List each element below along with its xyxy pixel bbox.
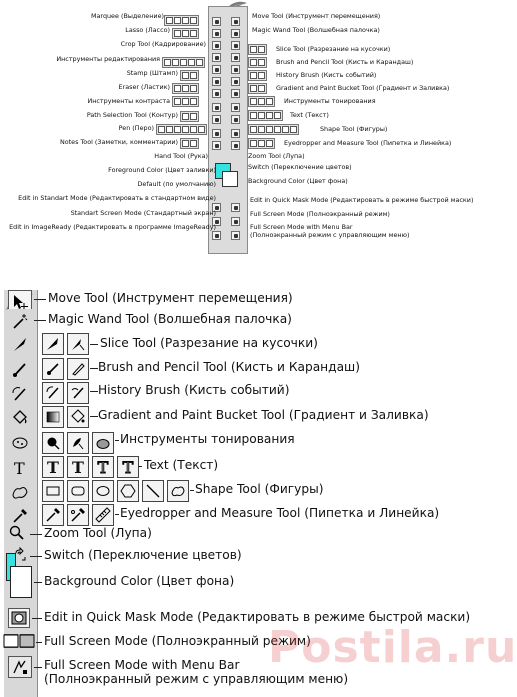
label-path-selection: Path Selection Tool (Контур) <box>86 111 178 119</box>
full-screen-mode-button[interactable] <box>20 634 34 648</box>
shape-tool-row <box>42 480 189 502</box>
ellipse-shape-icon[interactable] <box>92 480 114 502</box>
label-full-screen-menu-sub: (Полноэкранный режим с управляющим меню) <box>250 231 410 239</box>
connector-quick-mask <box>32 618 42 619</box>
connector-history <box>90 391 98 392</box>
marquee-flyout <box>164 15 199 26</box>
detail-label-background: Background Color (Цвет фона) <box>44 574 235 588</box>
label-retouch-tools: Инструменты редактирования <box>56 55 160 63</box>
paint-bucket-sub-icon[interactable] <box>67 406 89 428</box>
type-tool-button[interactable] <box>8 456 32 480</box>
detail-label-slice: Slice Tool (Разрезание на кусочки) <box>100 336 318 350</box>
slice-select-icon[interactable] <box>67 333 89 355</box>
label-quick-mask: Edit in Quick Mask Mode (Редактировать в режиме быстрой маски) <box>250 196 474 204</box>
connector-text <box>138 466 142 467</box>
blur-flyout <box>172 96 199 107</box>
label-full-screen: Full Screen Mode (Полноэкранный режим) <box>250 210 390 218</box>
detail-label-full-screen: Full Screen Mode (Полноэкранный режим) <box>44 634 311 648</box>
brush-icon <box>11 361 29 379</box>
slice-tool-row <box>42 333 89 355</box>
burn-icon[interactable] <box>67 432 89 454</box>
label-brush-pencil: Brush and Pencil Tool (Кисть и Карандаш) <box>276 58 414 66</box>
label-imageready: Edit in ImageReady (Редактировать в программе ImageReady) <box>9 223 216 231</box>
label-notes: Notes Tool (Заметки, комментарии) <box>59 138 178 146</box>
history-brush-row <box>42 382 89 404</box>
connector-brush <box>90 368 98 369</box>
quick-mask-button[interactable] <box>8 608 30 628</box>
type-flyout <box>248 110 283 121</box>
label-background: Background Color (Цвет фона) <box>248 177 348 185</box>
history-brush-icon <box>11 385 29 403</box>
full-screen-icon <box>18 632 36 650</box>
label-toning-tools: Инструменты тонирования <box>284 97 376 105</box>
gradient-icon[interactable] <box>231 77 240 86</box>
detail-label-history: History Brush (Кисть событий) <box>98 383 290 397</box>
art-history-brush-icon[interactable] <box>67 382 89 404</box>
history-brush-tool-button[interactable] <box>8 382 32 406</box>
standard-screen-mode-button[interactable] <box>4 634 18 648</box>
slice-knife-icon <box>11 335 29 353</box>
connector-zoom <box>30 534 42 535</box>
toolbox-overview-diagram <box>0 0 474 290</box>
label-switch: Switch (Переключение цветов) <box>248 163 352 171</box>
label-text: Text (Текст) <box>290 111 329 119</box>
slice-icon[interactable] <box>231 41 240 50</box>
zoom-tool-button[interactable] <box>8 525 26 541</box>
history-brush-icon[interactable] <box>231 65 240 74</box>
detail-label-switch: Switch (Переключение цветов) <box>44 548 242 562</box>
lasso-flyout <box>172 28 199 39</box>
eyedropper-sub-icon[interactable] <box>42 504 64 526</box>
label-standard-screen: Standart Screen Mode (Стандартный экран) <box>70 209 216 217</box>
gradient-flyout <box>248 83 267 94</box>
crop-icon[interactable] <box>212 41 221 50</box>
label-shape: Shape Tool (Фигуры) <box>320 125 388 133</box>
blur-icon[interactable] <box>212 89 221 98</box>
connector-switch <box>30 556 42 557</box>
shape-flyout <box>248 124 299 135</box>
detail-label-full-screen-menu-sub: (Полноэкранный режим с управляющим меню) <box>44 672 349 686</box>
connector-slice <box>90 344 98 345</box>
custom-shape-icon <box>11 483 29 501</box>
pencil-icon[interactable] <box>67 358 89 380</box>
history-flyout <box>248 70 267 81</box>
shape-icon[interactable] <box>231 115 240 124</box>
magic-wand-tool-button[interactable] <box>8 309 32 333</box>
eyedropper-flyout <box>248 138 275 149</box>
full-screen-icon[interactable] <box>231 217 240 226</box>
brush-tool-row <box>42 358 89 380</box>
paint-bucket-tool-button[interactable] <box>8 406 32 430</box>
detail-label-text: Text (Текст) <box>144 458 219 472</box>
connector-full-screen <box>36 642 42 643</box>
quick-mask-icon[interactable] <box>231 203 240 212</box>
detail-label-eyedropper: Eyedropper and Measure Tool (Пипетка и Линейка) <box>120 506 440 520</box>
move-icon[interactable] <box>231 17 240 26</box>
label-stamp: Stamp (Штамп) <box>126 69 178 77</box>
eyedropper-icon[interactable] <box>231 129 240 138</box>
slice-tool-button[interactable] <box>8 332 32 356</box>
connector-magic-wand <box>34 320 46 321</box>
swap-colors-icon[interactable] <box>14 548 28 562</box>
zoom-icon[interactable] <box>231 141 240 150</box>
horizontal-type-mask-icon[interactable]: T <box>92 456 114 478</box>
label-gradient: Gradient and Paint Bucket Tool (Градиент и Заливка) <box>276 84 450 92</box>
paintbrush-icon[interactable] <box>42 358 64 380</box>
measure-ruler-icon[interactable] <box>92 504 114 526</box>
toning-tool-row <box>42 432 114 454</box>
detail-label-move: Move Tool (Инструмент перемещения) <box>48 291 293 305</box>
marquee-icon[interactable] <box>212 17 221 26</box>
brush-icon[interactable] <box>231 53 240 62</box>
brush-flyout <box>248 57 267 68</box>
horizontal-type-icon[interactable]: T <box>42 456 64 478</box>
rectangle-shape-icon[interactable] <box>42 480 64 502</box>
connector-toning <box>115 440 119 441</box>
detail-label-shape: Shape Tool (Фигуры) <box>195 482 324 496</box>
paint-bucket-icon <box>11 409 29 427</box>
toning-tool-button[interactable] <box>8 430 32 454</box>
connector-eyedropper <box>115 514 119 515</box>
stamp-icon[interactable] <box>212 65 221 74</box>
color-sampler-icon[interactable] <box>67 504 89 526</box>
label-magic-wand: Magic Wand Tool (Волшебная палочка) <box>252 26 380 34</box>
svg-text:T: T <box>14 459 25 478</box>
shape-tool-button[interactable] <box>8 480 32 504</box>
dodge-icon[interactable] <box>42 432 64 454</box>
mini-background-swatch[interactable] <box>222 171 238 187</box>
eraser-flyout <box>172 83 199 94</box>
sponge-icon <box>11 433 29 451</box>
detail-label-brush: Brush and Pencil Tool (Кисть и Карандаш) <box>98 360 360 374</box>
full-screen-menu-icon[interactable] <box>231 231 240 240</box>
imageready-icon[interactable] <box>212 231 221 240</box>
eraser-icon[interactable] <box>212 77 221 86</box>
brush-tool-button[interactable] <box>8 358 32 382</box>
polygon-shape-icon[interactable] <box>117 480 139 502</box>
background-color-swatch[interactable] <box>10 566 32 598</box>
gradient-tool-row <box>42 406 89 428</box>
label-hand: Hand Tool (Рука) <box>154 152 208 160</box>
label-default-colors: Default (по умолчанию) <box>137 180 216 188</box>
detail-label-toning: Инструменты тонирования <box>120 432 295 446</box>
path-selection-icon[interactable] <box>212 103 221 112</box>
stamp-flyout <box>180 70 199 81</box>
slice-flyout <box>248 44 267 55</box>
notes-icon[interactable] <box>212 129 221 138</box>
label-crop: Crop Tool (Кадрирование) <box>120 40 206 48</box>
label-eraser: Eraser (Ластик) <box>118 83 170 91</box>
connector-background <box>34 582 42 583</box>
pen-flyout <box>156 124 207 135</box>
connector-full-screen-menu <box>34 667 42 668</box>
toning-flyout <box>248 96 275 107</box>
sponge-sub-icon[interactable] <box>92 432 114 454</box>
label-slice: Slice Tool (Разрезание на кусочки) <box>276 45 391 53</box>
label-history-brush: History Brush (Кисть событий) <box>276 71 377 79</box>
healing-icon[interactable] <box>212 53 221 62</box>
label-lasso: Lasso (Лассо) <box>125 26 170 34</box>
connector-gradient <box>90 416 98 417</box>
imageready-icon <box>11 658 29 676</box>
type-icon <box>11 459 29 477</box>
label-full-screen-menu: Full Screen Mode with Menu Bar <box>250 223 353 231</box>
label-marquee: Marquee (Выделение) <box>91 12 164 20</box>
label-pen: Pen (Перо) <box>118 124 154 132</box>
rounded-rectangle-icon[interactable] <box>67 480 89 502</box>
full-screen-menu-bar-button[interactable] <box>8 656 32 678</box>
gradient-icon[interactable] <box>42 406 64 428</box>
hand-icon[interactable] <box>212 141 221 150</box>
eyedropper-icon <box>11 507 29 525</box>
quick-mask-icon <box>10 609 28 627</box>
vertical-type-mask-icon[interactable]: T <box>117 456 139 478</box>
custom-shape-sub-icon[interactable] <box>167 480 189 502</box>
dodge-icon[interactable] <box>231 89 240 98</box>
type-icon[interactable] <box>231 103 240 112</box>
type-tool-row <box>42 456 139 478</box>
label-zoom: Zoom Tool (Лупа) <box>248 152 305 160</box>
label-standard-mode: Edit in Standart Mode (Редактировать в стандартном виде) <box>18 194 216 202</box>
lasso-icon[interactable] <box>212 29 221 38</box>
label-move: Move Tool (Инструмент перемещения) <box>252 12 381 20</box>
detail-label-full-screen-menu: Full Screen Mode with Menu Bar <box>44 658 240 672</box>
label-eyedropper: Eyedropper and Measure Tool (Пипетка и Линейка) <box>284 139 452 147</box>
detail-label-zoom: Zoom Tool (Лупа) <box>44 526 152 540</box>
magic-wand-icon[interactable] <box>231 29 240 38</box>
detail-label-magic-wand: Magic Wand Tool (Волшебная палочка) <box>48 312 292 326</box>
connector-move <box>34 299 46 300</box>
detail-label-gradient: Gradient and Paint Bucket Tool (Градиент и Заливка) <box>98 408 429 422</box>
label-foreground: Foreground Color (Цвет заливки) <box>108 166 216 174</box>
line-shape-icon[interactable] <box>142 480 164 502</box>
label-contrast-tools: Инструменты контраста <box>87 97 170 105</box>
path-flyout <box>180 111 199 122</box>
watermark-logo: Postila.ru <box>268 622 517 673</box>
history-brush-sub-icon[interactable] <box>42 382 64 404</box>
notes-flyout <box>180 138 199 149</box>
zoom-icon <box>8 524 26 542</box>
vertical-type-icon[interactable]: T <box>67 456 89 478</box>
slice-icon[interactable] <box>42 333 64 355</box>
healing-flyout <box>162 57 205 68</box>
detail-label-quick-mask: Edit in Quick Mask Mode (Редактировать в режиме быстрой маски) <box>44 610 471 624</box>
eyedropper-tool-row <box>42 504 114 526</box>
pen-icon[interactable] <box>212 115 221 124</box>
magic-wand-icon <box>11 312 29 330</box>
connector-shape <box>190 490 194 491</box>
